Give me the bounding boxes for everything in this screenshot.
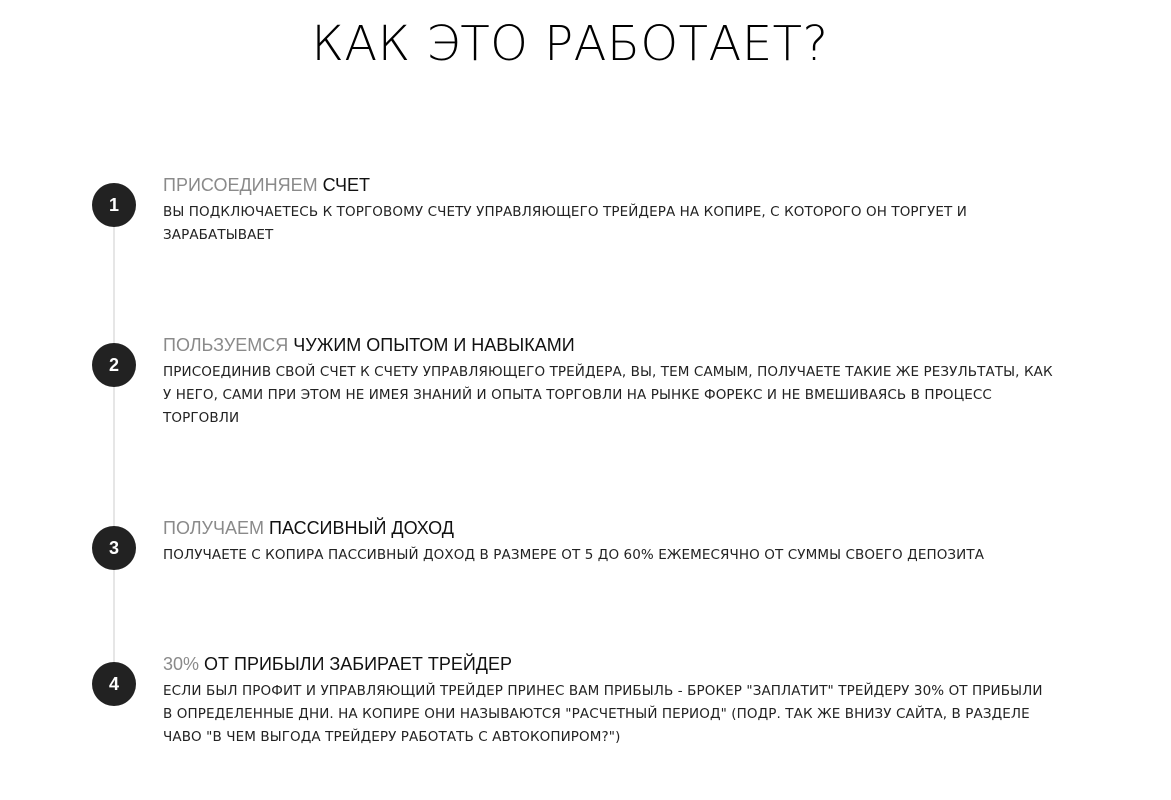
step-heading-muted: ПОЛЬЗУЕМСЯ (163, 335, 289, 355)
step-number-badge: 3 (92, 526, 136, 570)
step-number-badge: 4 (92, 662, 136, 706)
step-number-badge: 2 (92, 343, 136, 387)
step-heading-strong: ЧУЖИМ ОПЫТОМ И НАВЫКАМИ (293, 335, 575, 355)
page-title: КАК ЭТО РАБОТАЕТ? (311, 16, 829, 72)
step-heading (163, 652, 1053, 676)
step-content (163, 652, 1053, 749)
step-description: ВЫ ПОДКЛЮЧАЕТЕСЬ К ТОРГОВОМУ СЧЕТУ УПРАВЛЯЮЩЕГО ТРЕЙДЕРА НА КОПИРЕ, С КОТОРОГО ОН ТОРГУЕТ И ЗАРАБАТЫВАЕТ (163, 204, 967, 243)
step-heading-muted: ПОЛУЧАЕМ (163, 518, 264, 538)
step-heading (163, 173, 1053, 197)
step-content (163, 333, 1053, 430)
step-heading-strong: СЧЕТ (322, 175, 371, 195)
step-heading (163, 333, 1053, 357)
step-number-badge: 1 (92, 183, 136, 227)
step-heading-strong: ПАССИВНЫЙ ДОХОД (269, 518, 454, 538)
step-content (163, 516, 1053, 567)
step-description: ПОЛУЧАЕТЕ С КОПИРА ПАССИВНЫЙ ДОХОД В РАЗМЕРЕ ОТ 5 ДО 60% ЕЖЕМЕСЯЧНО ОТ СУММЫ СВОЕГО ДЕПОЗИТА (163, 547, 985, 563)
step-heading-muted: ПРИСОЕДИНЯЕМ (163, 175, 318, 195)
step-content (163, 173, 1053, 247)
step-description: ПРИСОЕДИНИВ СВОЙ СЧЕТ К СЧЕТУ УПРАВЛЯЮЩЕГО ТРЕЙДЕРА, ВЫ, ТЕМ САМЫМ, ПОЛУЧАЕТЕ ТАКИЕ ЖЕ РЕЗУЛЬТАТЫ, КАК У НЕГО, САМИ ПРИ ЭТОМ НЕ ИМЕЯ ЗНАНИЙ И ОПЫТА ТОРГОВЛИ НА РЫНКЕ ФОРЕКС И НЕ ВМЕШИВАЯСЬ В ПРОЦЕСС ТОРГОВЛИ (163, 364, 1053, 426)
step-description: ЕСЛИ БЫЛ ПРОФИТ И УПРАВЛЯЮЩИЙ ТРЕЙДЕР ПРИНЕС ВАМ ПРИБЫЛЬ - БРОКЕР "ЗАПЛАТИТ" ТРЕЙДЕРУ 30% ОТ ПРИБЫЛИ В ОПРЕДЕЛЕННЫЕ ДНИ. НА КОПИРЕ ОНИ НАЗЫВАЮТСЯ "РАСЧЕТНЫЙ ПЕРИОД" (ПОДР. ТАК ЖЕ ВНИЗУ САЙТА, В РАЗДЕЛЕ ЧАВО "В ЧЕМ ВЫГОДА ТРЕЙДЕРУ РАБОТАТЬ С АВТОКОПИРОМ?") (163, 683, 1043, 745)
timeline-line (113, 205, 115, 685)
step-heading-muted: 30% (163, 654, 200, 674)
step-heading-strong: ОТ ПРИБЫЛИ ЗАБИРАЕТ ТРЕЙДЕР (204, 654, 513, 674)
step-heading (163, 516, 1053, 540)
